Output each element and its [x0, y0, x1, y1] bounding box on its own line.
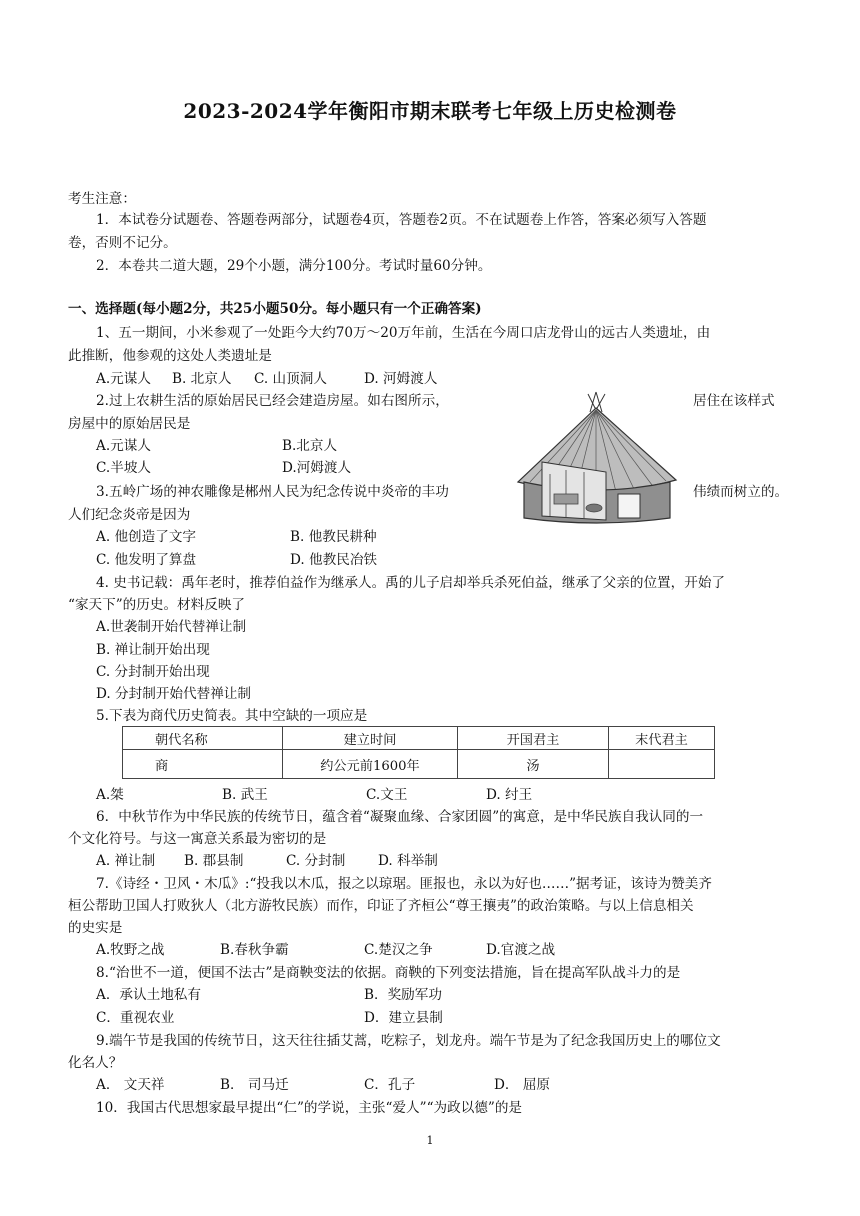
notice-item-1-cont: 卷，否则不记分。 — [68, 235, 177, 251]
table-cell: 商 — [123, 750, 283, 779]
q6-option-a[interactable]: A. 禅让制 — [96, 853, 156, 869]
table-header-cell: 建立时间 — [283, 727, 458, 750]
notice-item-1: 1．本试卷分试题卷、答题卷两部分，试题卷4页，答题卷2页。不在试题卷上作答，答案必须写入答题 — [96, 212, 707, 228]
table-header-cell: 开国君主 — [458, 727, 609, 750]
q8-option-a[interactable]: A．承认土地私有 — [96, 987, 201, 1003]
q1-stem-cont: 此推断，他参观的这处人类遗址是 — [68, 348, 272, 364]
q8-option-b[interactable]: B．奖励军功 — [364, 987, 442, 1003]
q4-stem: 4. 史书记载：禹年老时，推荐伯益作为继承人。禹的儿子启却举兵杀死伯益，继承了父亲的位置，开始了 — [96, 575, 726, 591]
q2-stem-cont: 房屋中的原始居民是 — [68, 416, 191, 432]
q3-option-d[interactable]: D. 他教民冶铁 — [290, 552, 378, 568]
q3-stem-cont: 人们纪念炎帝是因为 — [68, 507, 191, 523]
q4-option-b[interactable]: B. 禅让制开始出现 — [96, 642, 210, 658]
q9-stem-cont: 化名人？ — [68, 1055, 123, 1071]
q6-option-b[interactable]: B. 郡县制 — [184, 853, 244, 869]
q7-option-d[interactable]: D.官渡之战 — [486, 942, 556, 958]
q6-option-c[interactable]: C. 分封制 — [286, 853, 346, 869]
q4-option-d[interactable]: D. 分封制开始代替禅让制 — [96, 686, 251, 702]
shang-dynasty-table — [122, 726, 715, 779]
q3-option-b[interactable]: B. 他教民耕种 — [290, 529, 377, 545]
q5-option-c[interactable]: C.文王 — [366, 787, 408, 803]
q1-option-a[interactable]: A.元谋人 — [96, 371, 151, 387]
q2-stem: 2.过上农耕生活的原始居民已经会建造房屋。如右图所示， — [96, 393, 449, 409]
q1-option-b[interactable]: B. 北京人 — [172, 371, 232, 387]
q3-stem-right: 伟绩而树立的。 — [693, 484, 789, 500]
table-header-row — [123, 727, 715, 750]
q5-option-d[interactable]: D. 纣王 — [486, 787, 533, 803]
banpo-hut-illustration — [510, 390, 682, 526]
notice-item-2: 2．本卷共二道大题，29个小题，满分100分。考试时量60分钟。 — [96, 258, 492, 274]
q8-option-c[interactable]: C．重视农业 — [96, 1010, 175, 1026]
q1-option-c[interactable]: C. 山顶洞人 — [254, 371, 327, 387]
q7-stem-cont-2: 的史实是 — [68, 920, 123, 936]
q9-option-d[interactable]: D． 屈原 — [494, 1077, 551, 1093]
table-cell-blank — [609, 750, 715, 779]
table-header-cell: 末代君主 — [609, 727, 715, 750]
q1-stem: 1、五一期间，小米参观了一处距今大约70万～20万年前，生活在今周口店龙骨山的远古人类遗址，由 — [96, 325, 711, 341]
q9-option-a[interactable]: A． 文天祥 — [96, 1077, 165, 1093]
q5-option-a[interactable]: A.桀 — [96, 787, 124, 803]
q3-stem: 3.五岭广场的神农雕像是郴州人民为纪念传说中炎帝的丰功 — [96, 484, 449, 500]
q6-option-d[interactable]: D. 科举制 — [378, 853, 438, 869]
q8-stem: 8.“治世不一道，便国不法古”是商鞅变法的依据。商鞅的下列变法措施，旨在提高军队战斗力的是 — [96, 965, 681, 981]
q9-option-b[interactable]: B． 司马迁 — [220, 1077, 289, 1093]
q4-option-a[interactable]: A.世袭制开始代替禅让制 — [96, 619, 247, 635]
q2-option-c[interactable]: C.半坡人 — [96, 460, 152, 476]
q2-option-a[interactable]: A.元谋人 — [96, 438, 151, 454]
q1-option-d[interactable]: D. 河姆渡人 — [364, 371, 438, 387]
q8-option-d[interactable]: D．建立县制 — [364, 1010, 443, 1026]
notice-heading: 考生注意： — [68, 191, 136, 207]
q9-stem: 9.端午节是我国的传统节日，这天往往插艾蒿，吃粽子，划龙舟。端午节是为了纪念我国历史上的哪位文 — [96, 1033, 721, 1049]
page-title: 2023-2024学年衡阳市期末联考七年级上历史检测卷 — [183, 99, 677, 123]
table-header-cell: 朝代名称 — [123, 727, 283, 750]
q6-stem-cont: 个文化符号。与这一寓意关系最为密切的是 — [68, 831, 327, 847]
q4-option-c[interactable]: C. 分封制开始出现 — [96, 664, 210, 680]
table-row — [123, 750, 715, 779]
q7-option-a[interactable]: A.牧野之战 — [96, 942, 165, 958]
q10-stem: 10．我国古代思想家最早提出“仁”的学说，主张“爱人”“为政以德”的是 — [96, 1100, 523, 1116]
q5-stem: 5.下表为商代历史简表。其中空缺的一项应是 — [96, 708, 368, 724]
q2-option-d[interactable]: D.河姆渡人 — [282, 460, 352, 476]
q7-stem: 7.《诗经・卫风・木瓜》:“投我以木瓜，报之以琼琚。匪报也，永以为好也……”据考证，该诗为赞美齐 — [96, 876, 712, 892]
q3-option-c[interactable]: C. 他发明了算盘 — [96, 552, 197, 568]
q4-stem-cont: “家天下”的历史。材料反映了 — [68, 597, 246, 613]
q9-option-c[interactable]: C．孔子 — [364, 1077, 416, 1093]
page-number: 1 — [426, 1134, 434, 1147]
table-cell: 汤 — [458, 750, 609, 779]
q7-option-b[interactable]: B.春秋争霸 — [220, 942, 289, 958]
section-1-heading: 一、选择题(每小题2分，共25小题50分。每小题只有一个正确答案) — [68, 301, 482, 317]
table-cell: 约公元前1600年 — [283, 750, 458, 779]
q7-stem-cont: 桓公帮助卫国人打败狄人（北方游牧民族）而作，印证了齐桓公“尊王攘夷”的政治策略。与以上信息相关 — [68, 898, 694, 914]
q7-option-c[interactable]: C.楚汉之争 — [364, 942, 433, 958]
q2-stem-right: 居住在该样式 — [693, 393, 775, 409]
q5-option-b[interactable]: B. 武王 — [222, 787, 268, 803]
q2-option-b[interactable]: B.北京人 — [282, 438, 338, 454]
q6-stem: 6．中秋节作为中华民族的传统节日，蕴含着“凝聚血缘、合家团圆”的寓意，是中华民族自我认同的一 — [96, 809, 704, 825]
q3-option-a[interactable]: A. 他创造了文字 — [96, 529, 197, 545]
